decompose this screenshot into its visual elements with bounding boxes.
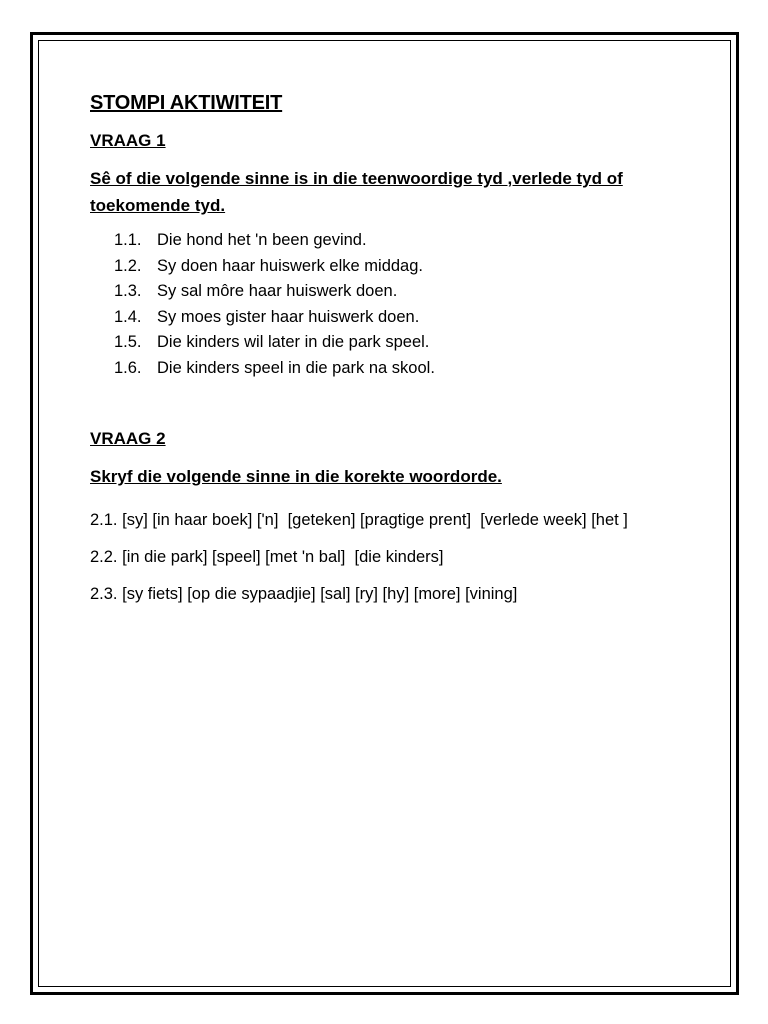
- question-2-heading: VRAAG 2: [90, 429, 166, 448]
- list-item: [114, 228, 690, 254]
- worksheet-content: [90, 92, 690, 620]
- question-1-instruction: Sê of die volgende sinne is in die teenwoordige tyd ,verlede tyd of toekomende tyd.: [90, 169, 623, 215]
- item-number: 1.5.: [114, 333, 142, 351]
- instruction-spacer: [90, 499, 690, 509]
- item-number: 1.4.: [114, 307, 142, 326]
- item-text: Die kinders speel in die park na skool.: [157, 358, 435, 377]
- item-number: 1.6.: [114, 358, 142, 377]
- item-number: 1.1.: [114, 231, 142, 249]
- question-1-heading: VRAAG 1: [90, 131, 166, 150]
- list-item: [114, 279, 690, 305]
- question-2-instruction: Skryf die volgende sinne in die korekte woordorde.: [90, 467, 502, 486]
- list-item: [114, 356, 690, 382]
- item-number: 1.3.: [114, 282, 142, 300]
- section-spacer: [90, 381, 690, 429]
- worksheet-title: STOMPI AKTIWITEIT: [90, 92, 283, 114]
- item-number: 1.2.: [114, 256, 142, 275]
- list-item: [114, 305, 690, 331]
- item-text: Sy sal môre haar huiswerk doen.: [157, 282, 398, 300]
- item-text: Sy doen haar huiswerk elke middag.: [157, 256, 423, 275]
- list-item: [114, 254, 690, 280]
- item-text: Sy moes gister haar huiswerk doen.: [157, 307, 420, 326]
- sentence-item: 2.2. [in die park] [speel] [met 'n bal] [die kinders]: [90, 548, 444, 566]
- item-text: Die kinders wil later in die park speel.: [157, 333, 430, 351]
- sentence-item: 2.3. [sy fiets] [op die sypaadjie] [sal] [ry] [hy] [more] [vining]: [90, 585, 518, 603]
- question-1-list: [114, 228, 690, 381]
- sentence-item: 2.1. [sy] [in haar boek] ['n] [geteken] [pragtige prent] [verlede week] [het ]: [90, 511, 628, 529]
- list-item: [114, 330, 690, 356]
- item-text: Die hond het 'n been gevind.: [157, 231, 367, 249]
